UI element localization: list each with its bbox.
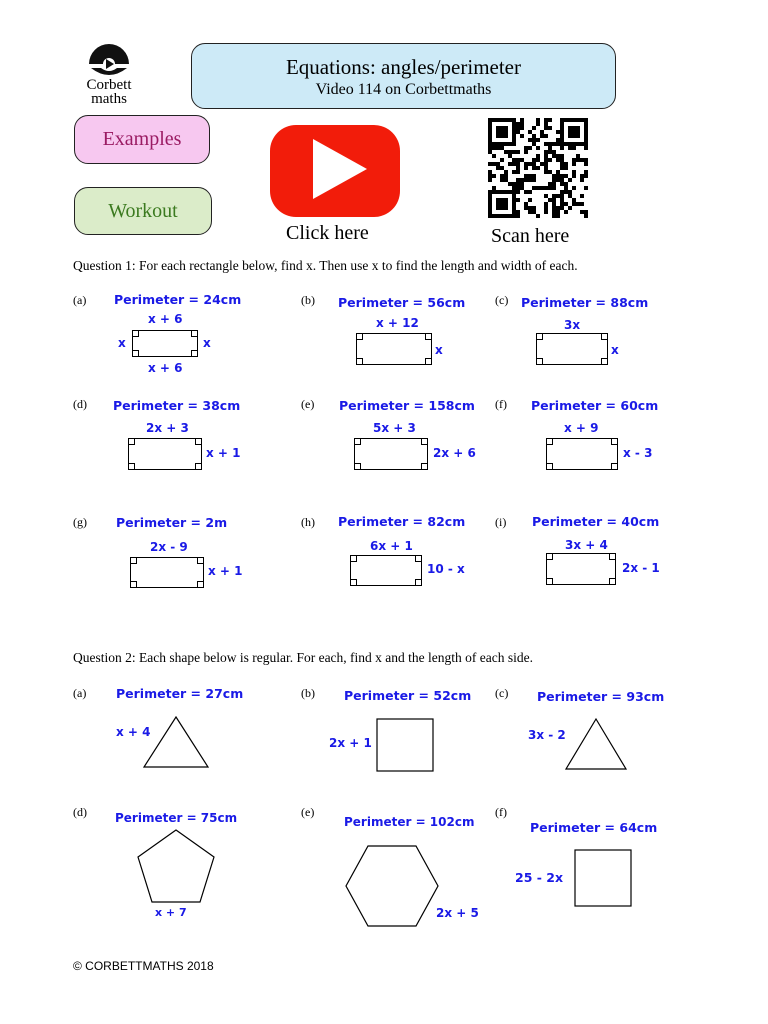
question-2-text: Question 2: Each shape below is regular. For each, find x and the length of each side. xyxy=(73,650,533,665)
q2-side-expr: 2x + 1 xyxy=(329,736,372,750)
q1-perimeter: Perimeter = 56cm xyxy=(338,295,466,310)
q1-label: (h) xyxy=(301,515,315,529)
qr-code[interactable] xyxy=(486,118,591,222)
q1-right-expr: 2x - 1 xyxy=(622,561,660,575)
q1-rectangle xyxy=(128,438,202,470)
q1-label: (c) xyxy=(495,293,509,307)
triangle-shape xyxy=(142,715,210,769)
qr-code-icon xyxy=(486,118,591,218)
q2-side-expr: 3x - 2 xyxy=(528,728,566,742)
youtube-play-button[interactable] xyxy=(270,125,400,221)
q2-perimeter: Perimeter = 102cm xyxy=(344,815,475,829)
q1-right-expr: x xyxy=(435,343,443,357)
q2-perimeter: Perimeter = 93cm xyxy=(537,689,665,704)
q1-right-expr: 10 - x xyxy=(427,562,465,576)
q1-rectangle xyxy=(132,330,198,357)
q1-top-expr: x + 12 xyxy=(376,316,419,330)
q1-right-expr: 2x + 6 xyxy=(433,446,476,460)
logo-text-line1: Corbett xyxy=(86,77,132,93)
workout-button[interactable]: Workout xyxy=(74,187,212,235)
q1-top-expr: x + 6 xyxy=(148,312,183,326)
q1-label: (a) xyxy=(73,293,87,307)
page-title: Equations: angles/perimeter xyxy=(285,55,521,79)
q1-top-expr: 3x xyxy=(564,318,581,332)
q2-side-expr: x + 4 xyxy=(116,725,151,739)
q1-label: (g) xyxy=(73,515,87,529)
q1-right-expr: x - 3 xyxy=(623,446,653,460)
copyright-footer: © CORBETTMATHS 2018 xyxy=(73,959,214,973)
q1-rectangle xyxy=(354,438,428,470)
q2-label: (a) xyxy=(73,686,87,700)
q2-side-expr: 2x + 5 xyxy=(436,906,479,920)
q1-perimeter: Perimeter = 82cm xyxy=(338,514,466,529)
pentagon-shape xyxy=(136,828,216,904)
q1-top-expr: 2x + 3 xyxy=(146,421,189,435)
q1-perimeter: Perimeter = 158cm xyxy=(339,398,475,413)
q1-top-expr: x + 9 xyxy=(564,421,599,435)
question-1-text: Question 1: For each rectangle below, find x. Then use x to find the length and width of each. xyxy=(73,258,578,273)
q1-rectangle xyxy=(356,333,432,365)
q1-perimeter: Perimeter = 38cm xyxy=(113,398,241,413)
corbettmaths-logo xyxy=(74,42,144,106)
q1-right-expr: x xyxy=(611,343,619,357)
q2-label: (c) xyxy=(495,686,509,700)
scan-here-label: Scan here xyxy=(491,225,570,247)
q2-label: (d) xyxy=(73,805,87,819)
square-shape xyxy=(376,718,434,772)
q2-perimeter: Perimeter = 27cm xyxy=(116,686,244,701)
q1-perimeter: Perimeter = 24cm xyxy=(114,292,242,307)
q2-label: (b) xyxy=(301,686,315,700)
q1-rectangle xyxy=(546,553,616,585)
q1-rectangle xyxy=(350,555,422,586)
q1-label: (f) xyxy=(495,397,507,411)
q1-rectangle xyxy=(130,557,204,588)
q1-rectangle xyxy=(536,333,608,365)
q2-label: (f) xyxy=(495,805,507,819)
click-here-link[interactable]: Click here xyxy=(286,222,369,244)
examples-button[interactable]: Examples xyxy=(74,115,210,164)
q1-perimeter: Perimeter = 2m xyxy=(116,515,228,530)
q1-label: (b) xyxy=(301,293,315,307)
q1-rectangle xyxy=(546,438,618,470)
q2-perimeter: Perimeter = 52cm xyxy=(344,688,472,703)
q1-perimeter: Perimeter = 40cm xyxy=(532,514,660,529)
q1-right-expr: x + 1 xyxy=(206,446,241,460)
square-shape xyxy=(574,849,632,907)
triangle-shape xyxy=(564,717,628,771)
q1-label: (d) xyxy=(73,397,87,411)
q1-top-expr: 6x + 1 xyxy=(370,539,413,553)
q1-label: (e) xyxy=(301,397,315,411)
logo-text-line2: maths xyxy=(91,91,127,107)
q2-perimeter: Perimeter = 64cm xyxy=(530,820,658,835)
q1-label: (i) xyxy=(495,515,507,529)
title-box xyxy=(191,43,616,109)
q1-perimeter: Perimeter = 60cm xyxy=(531,398,659,413)
corbettmaths-logo-icon xyxy=(87,42,131,78)
q1-top-expr: 5x + 3 xyxy=(373,421,416,435)
q2-side-expr: 25 - 2x xyxy=(515,870,564,885)
q2-perimeter: Perimeter = 75cm xyxy=(115,811,238,825)
q1-left-expr: x xyxy=(118,336,126,350)
q1-bottom-expr: x + 6 xyxy=(148,361,183,375)
q2-side-expr: x + 7 xyxy=(155,906,187,919)
q1-right-expr: x + 1 xyxy=(208,564,243,578)
q1-right-expr: x xyxy=(203,336,211,350)
hexagon-shape xyxy=(344,844,440,928)
q1-top-expr: 2x - 9 xyxy=(150,540,188,554)
q1-perimeter: Perimeter = 88cm xyxy=(521,295,649,310)
page-subtitle: Video 114 on Corbettmaths xyxy=(315,81,492,98)
q1-top-expr: 3x + 4 xyxy=(565,538,608,552)
youtube-play-icon xyxy=(270,125,400,217)
q2-label: (e) xyxy=(301,805,315,819)
